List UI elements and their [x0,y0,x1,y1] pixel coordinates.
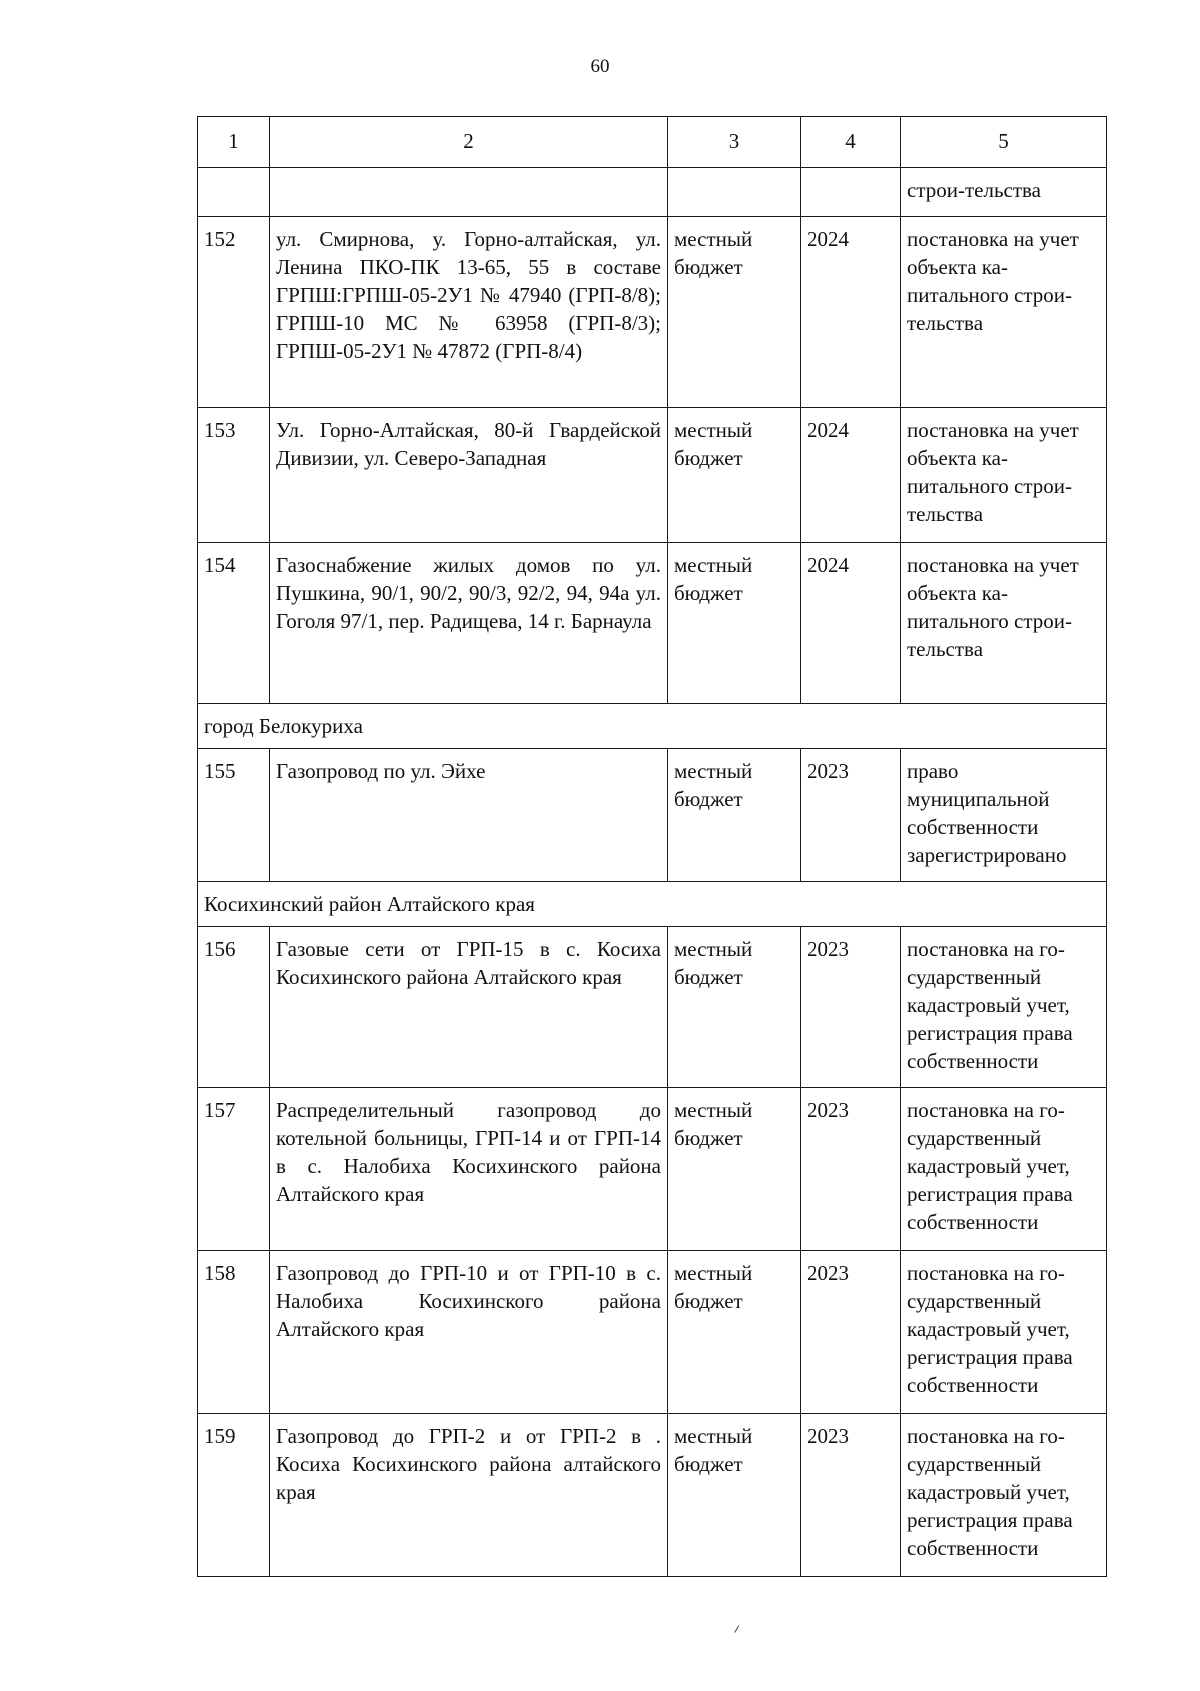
object-cell: Газопровод по ул. Эйхе [270,749,668,882]
funding-source-cell [668,168,801,217]
object-cell: Газопровод до ГРП-2 и от ГРП-2 в . Косиха Косихинского района алтайского края [270,1414,668,1577]
object-cell: Распределительный газопровод до котельной больницы, ГРП-14 и от ГРП-14 в с. Налобиха Косихинского района Алтайского края [270,1088,668,1251]
funding-source-cell: местный бюджет [668,543,801,704]
table-row [198,749,1107,882]
table-row [198,168,1107,217]
column-header: 2 [270,117,668,168]
scan-mark [734,1625,742,1634]
row-number-cell [198,168,270,217]
row-number-cell: 155 [198,749,270,882]
funding-source-cell: местный бюджет [668,927,801,1088]
document-table [197,116,1107,1577]
table-header-row [198,117,1107,168]
year-cell: 2023 [801,1088,901,1251]
row-number-cell: 154 [198,543,270,704]
row-number-cell: 152 [198,217,270,408]
object-cell: Газовые сети от ГРП-15 в с. Косиха Косихинского района Алтайского края [270,927,668,1088]
year-cell: 2023 [801,1414,901,1577]
year-cell: 2024 [801,217,901,408]
section-heading: Косихинский район Алтайского края [198,882,1107,927]
status-cell: постановка на учет объекта ка-питального строи-тельства [901,408,1107,543]
object-cell: Ул. Горно-Алтайская, 80-й Гвардейской Дивизии, ул. Северо-Западная [270,408,668,543]
table-row [198,927,1107,1088]
status-cell: постановка на го-сударственный кадастровый учет, регистрация права собственности [901,927,1107,1088]
funding-source-cell: местный бюджет [668,408,801,543]
year-cell: 2023 [801,1251,901,1414]
year-cell: 2023 [801,749,901,882]
year-cell: 2023 [801,927,901,1088]
table-row [198,1088,1107,1251]
funding-source-cell: местный бюджет [668,1088,801,1251]
column-header: 1 [198,117,270,168]
status-cell: постановка на учет объекта ка-питального строи-тельства [901,217,1107,408]
status-cell: постановка на го-сударственный кадастровый учет, регистрация права собственности [901,1088,1107,1251]
column-header: 4 [801,117,901,168]
status-cell: постановка на го-сударственный кадастровый учет, регистрация права собственности [901,1414,1107,1577]
status-cell: постановка на учет объекта ка-питального строи-тельства [901,543,1107,704]
row-number-cell: 156 [198,927,270,1088]
status-cell: строи-тельства [901,168,1107,217]
row-number-cell: 153 [198,408,270,543]
status-cell: постановка на го-сударственный кадастровый учет, регистрация права собственности [901,1251,1107,1414]
year-cell [801,168,901,217]
table-row [198,1414,1107,1577]
object-cell: Газопровод до ГРП-10 и от ГРП-10 в с. Налобиха Косихинского района Алтайского края [270,1251,668,1414]
status-cell: право муниципальной собственности зарегистрировано [901,749,1107,882]
column-header: 3 [668,117,801,168]
funding-source-cell: местный бюджет [668,217,801,408]
funding-source-cell: местный бюджет [668,1414,801,1577]
year-cell: 2024 [801,408,901,543]
table-row [198,217,1107,408]
year-cell: 2024 [801,543,901,704]
funding-source-cell: местный бюджет [668,1251,801,1414]
object-cell: ул. Смирнова, у. Горно-алтайская, ул. Ленина ПКО-ПК 13-65, 55 в составе ГРПШ:ГРПШ-05-2У1 № 47940 (ГРП-8/8); ГРПШ-10 МС № 63958 (ГРП-8/3); ГРПШ-05-2У1 № 47872 (ГРП-8/4) [270,217,668,408]
table-row [198,543,1107,704]
section-row [198,882,1107,927]
table-row [198,1251,1107,1414]
table-row [198,408,1107,543]
row-number-cell: 157 [198,1088,270,1251]
object-cell: Газоснабжение жилых домов по ул. Пушкина, 90/1, 90/2, 90/3, 92/2, 94, 94а ул. Гоголя 97/1, пер. Радищева, 14 г. Барнаула [270,543,668,704]
section-row [198,704,1107,749]
object-cell [270,168,668,217]
funding-source-cell: местный бюджет [668,749,801,882]
page-number: 60 [590,56,610,77]
row-number-cell: 158 [198,1251,270,1414]
row-number-cell: 159 [198,1414,270,1577]
column-header: 5 [901,117,1107,168]
section-heading: город Белокуриха [198,704,1107,749]
